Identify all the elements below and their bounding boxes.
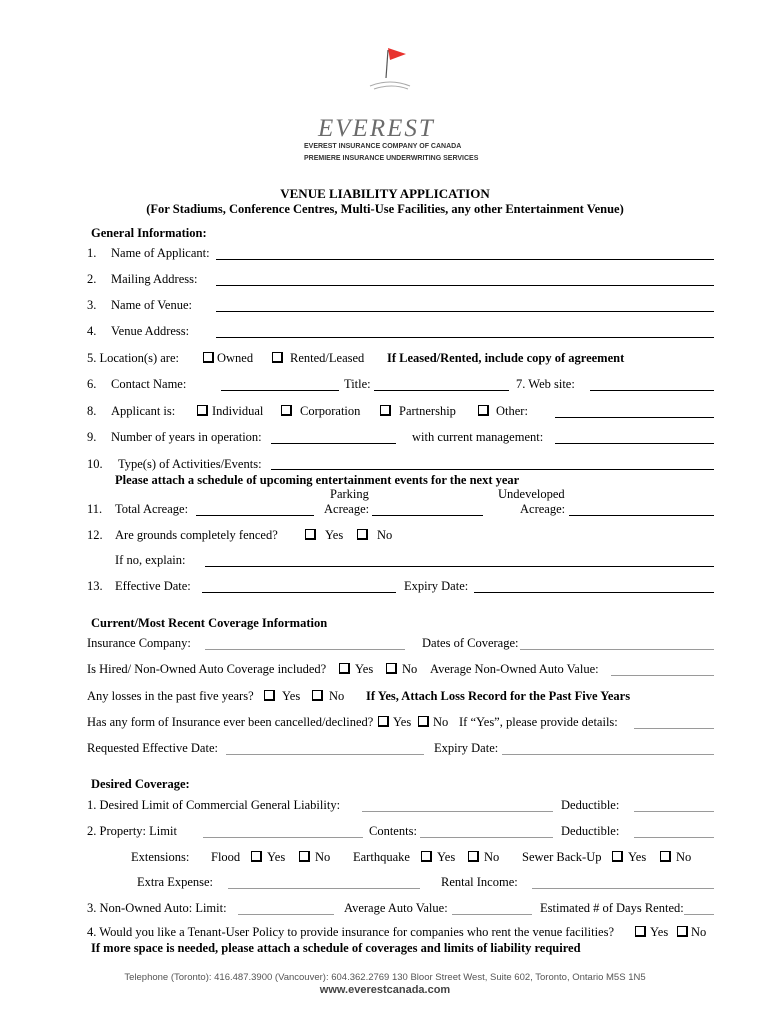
earthquake-no-label: No: [484, 850, 500, 864]
contact-name-field[interactable]: [221, 390, 339, 391]
years-mgmt-field[interactable]: [555, 443, 714, 444]
tenant-yes-checkbox[interactable]: [635, 926, 646, 937]
q8-number: 8.: [87, 404, 97, 418]
dates-coverage-label: Dates of Coverage:: [422, 636, 519, 650]
property-deductible-field[interactable]: [634, 837, 714, 838]
property-limit-field[interactable]: [203, 837, 363, 838]
q8-label: Applicant is:: [111, 404, 176, 418]
q9-label: Number of years in operation:: [111, 430, 262, 444]
flood-yes-checkbox[interactable]: [251, 851, 262, 862]
explain-label: If no, explain:: [115, 553, 186, 567]
q10-number: 10.: [87, 457, 103, 471]
contact-title-field[interactable]: [374, 390, 509, 391]
q6-number: 6.: [87, 377, 97, 391]
q3-number: 3.: [87, 298, 97, 312]
cancelled-yes-label: Yes: [393, 715, 412, 729]
extra-expense-field[interactable]: [228, 888, 420, 889]
attach-schedule-note: Please attach a schedule of upcoming entertainment events for the next year: [115, 473, 520, 487]
company-name: EVEREST INSURANCE COMPANY OF CANADA: [304, 143, 462, 150]
flood-yes-label: Yes: [267, 850, 286, 864]
d1-deductible-label: Deductible:: [561, 798, 620, 812]
sewer-label: Sewer Back-Up: [522, 850, 602, 864]
q1-label: Name of Applicant:: [111, 246, 210, 260]
undeveloped-acreage-field[interactable]: [569, 515, 714, 516]
years-operation-field[interactable]: [271, 443, 396, 444]
general-heading: General Information:: [91, 226, 207, 240]
flood-label: Flood: [211, 850, 241, 864]
owned-checkbox[interactable]: [203, 352, 214, 363]
sewer-yes-checkbox[interactable]: [612, 851, 623, 862]
d2-label: 2. Property: Limit: [87, 824, 177, 838]
req-eff-label: Requested Effective Date:: [87, 741, 218, 755]
q1-number: 1.: [87, 246, 97, 260]
desired-heading: Desired Coverage:: [91, 777, 190, 791]
earthquake-yes-label: Yes: [437, 850, 456, 864]
mailing-address-field[interactable]: [216, 285, 714, 286]
q6-label: Contact Name:: [111, 377, 187, 391]
owned-label: Owned: [217, 351, 254, 365]
d2-deductible-label: Deductible:: [561, 824, 620, 838]
losses-note: If Yes, Attach Loss Record for the Past Five Years: [366, 689, 631, 703]
q4-number: 4.: [87, 324, 97, 338]
hired-no-checkbox[interactable]: [386, 663, 397, 674]
q2-number: 2.: [87, 272, 97, 286]
q4-label: Venue Address:: [111, 324, 190, 338]
earthquake-no-checkbox[interactable]: [468, 851, 479, 862]
fenced-no-label: No: [377, 528, 393, 542]
rental-income-label: Rental Income:: [441, 875, 518, 889]
hired-label: Is Hired/ Non-Owned Auto Coverage included?: [87, 662, 327, 676]
footer-contact: Telephone (Toronto): 416.487.3900 (Vancouver): 604.362.2769 130 Bloor Street West, Suite 602, Toronto, Ontario M5S 1N5: [124, 972, 646, 983]
avg-auto-value-label: Average Non-Owned Auto Value:: [430, 662, 599, 676]
other-checkbox[interactable]: [478, 405, 489, 416]
cancelled-yes-checkbox[interactable]: [378, 716, 389, 727]
losses-yes-checkbox[interactable]: [264, 690, 275, 701]
q11-number: 11.: [87, 502, 103, 516]
footer-website[interactable]: www.everestcanada.com: [319, 984, 451, 996]
partnership-label: Partnership: [399, 404, 456, 418]
more-space-note: If more space is needed, please attach a schedule of coverages and limits of liability required: [91, 941, 581, 955]
sewer-no-checkbox[interactable]: [660, 851, 671, 862]
applicant-name-field[interactable]: [216, 259, 714, 260]
hired-no-label: No: [402, 662, 418, 676]
req-eff-field[interactable]: [226, 754, 424, 755]
activities-field[interactable]: [271, 469, 714, 470]
current-heading: Current/Most Recent Coverage Information: [91, 616, 328, 630]
d1-label: 1. Desired Limit of Commercial General Liability:: [87, 798, 341, 812]
losses-no-checkbox[interactable]: [312, 690, 323, 701]
rented-label: Rented/Leased: [290, 351, 365, 365]
days-rented-label: Estimated # of Days Rented:: [540, 901, 684, 915]
cancelled-no-label: No: [433, 715, 449, 729]
losses-no-label: No: [329, 689, 345, 703]
d3-label: 3. Non-Owned Auto: Limit:: [87, 901, 227, 915]
ins-company-field[interactable]: [205, 649, 405, 650]
avg-auto-value-field[interactable]: [611, 675, 714, 676]
days-rented-field[interactable]: [684, 914, 714, 915]
earthquake-yes-checkbox[interactable]: [421, 851, 432, 862]
q11-label: Total Acreage:: [115, 502, 189, 516]
losses-label: Any losses in the past five years?: [87, 689, 254, 703]
corporation-label: Corporation: [300, 404, 361, 418]
losses-yes-label: Yes: [282, 689, 301, 703]
contents-field[interactable]: [420, 837, 553, 838]
fenced-yes-label: Yes: [325, 528, 344, 542]
cancelled-no-checkbox[interactable]: [418, 716, 429, 727]
form-title: VENUE LIABILITY APPLICATION: [280, 186, 490, 201]
sewer-yes-label: Yes: [628, 850, 647, 864]
undeveloped-label-bottom: Acreage:: [520, 502, 566, 516]
flood-no-checkbox[interactable]: [299, 851, 310, 862]
q2-label: Mailing Address:: [111, 272, 198, 286]
individual-label: Individual: [212, 404, 264, 418]
tenant-no-label: No: [691, 925, 707, 939]
total-acreage-field[interactable]: [196, 515, 314, 516]
form-subtitle: (For Stadiums, Conference Centres, Multi-Use Facilities, any other Entertainment Venue): [146, 202, 624, 216]
avg-auto-field[interactable]: [452, 914, 532, 915]
leased-note: If Leased/Rented, include copy of agreement: [387, 351, 625, 365]
hired-yes-label: Yes: [355, 662, 374, 676]
rented-checkbox[interactable]: [272, 352, 283, 363]
tenant-no-checkbox[interactable]: [677, 926, 688, 937]
fenced-yes-checkbox[interactable]: [305, 529, 316, 540]
parking-label-bottom: Acreage:: [324, 502, 370, 516]
expiry-label: Expiry Date:: [404, 579, 469, 593]
cancelled-label: Has any form of Insurance ever been cancelled/declined?: [87, 715, 374, 729]
req-expiry-field[interactable]: [502, 754, 714, 755]
parking-label-top: Parking: [330, 487, 369, 501]
cgl-limit-field[interactable]: [362, 811, 553, 812]
contents-label: Contents:: [369, 824, 417, 838]
cgl-deductible-field[interactable]: [634, 811, 714, 812]
website-field[interactable]: [590, 390, 714, 391]
mgmt-label: with current management:: [412, 430, 544, 444]
hired-yes-checkbox[interactable]: [339, 663, 350, 674]
undeveloped-label-top: Undeveloped: [498, 487, 565, 501]
effective-date-field[interactable]: [202, 592, 396, 593]
venue-name-field[interactable]: [216, 311, 714, 312]
earthquake-label: Earthquake: [353, 850, 410, 864]
q12-number: 12.: [87, 528, 103, 542]
q3-label: Name of Venue:: [111, 298, 192, 312]
other-label: Other:: [496, 404, 528, 418]
fenced-no-checkbox[interactable]: [357, 529, 368, 540]
q12-label: Are grounds completely fenced?: [115, 528, 278, 542]
q10-label: Type(s) of Activities/Events:: [118, 457, 262, 471]
details-field[interactable]: [634, 728, 714, 729]
title-label: Title:: [344, 377, 371, 391]
rental-income-field[interactable]: [532, 888, 714, 889]
d4-label: 4. Would you like a Tenant-User Policy to provide insurance for companies who rent the venue facilities?: [87, 925, 615, 939]
details-label: If “Yes”, please provide details:: [459, 715, 618, 729]
tenant-yes-label: Yes: [650, 925, 669, 939]
corporation-checkbox[interactable]: [281, 405, 292, 416]
other-field[interactable]: [555, 417, 714, 418]
dates-coverage-field[interactable]: [520, 649, 714, 650]
q13-label: Effective Date:: [115, 579, 191, 593]
everest-logo-icon: [360, 40, 450, 98]
explain-field[interactable]: [205, 566, 714, 567]
nonowned-limit-field[interactable]: [238, 914, 334, 915]
website-label: 7. Web site:: [516, 377, 575, 391]
logo-wordmark: EVEREST: [318, 115, 435, 142]
sewer-no-label: No: [676, 850, 692, 864]
venue-address-field[interactable]: [216, 337, 714, 338]
company-tagline: PREMIERE INSURANCE UNDERWRITING SERVICES: [304, 155, 479, 162]
flood-no-label: No: [315, 850, 331, 864]
ins-company-label: Insurance Company:: [87, 636, 191, 650]
individual-checkbox[interactable]: [197, 405, 208, 416]
partnership-checkbox[interactable]: [380, 405, 391, 416]
parking-acreage-field[interactable]: [372, 515, 483, 516]
extra-expense-label: Extra Expense:: [137, 875, 214, 889]
q5-label: 5. Location(s) are:: [87, 351, 179, 365]
q9-number: 9.: [87, 430, 97, 444]
extensions-label: Extensions:: [131, 850, 190, 864]
q13-number: 13.: [87, 579, 103, 593]
expiry-date-field[interactable]: [474, 592, 714, 593]
avg-auto-label: Average Auto Value:: [344, 901, 448, 915]
req-expiry-label: Expiry Date:: [434, 741, 499, 755]
